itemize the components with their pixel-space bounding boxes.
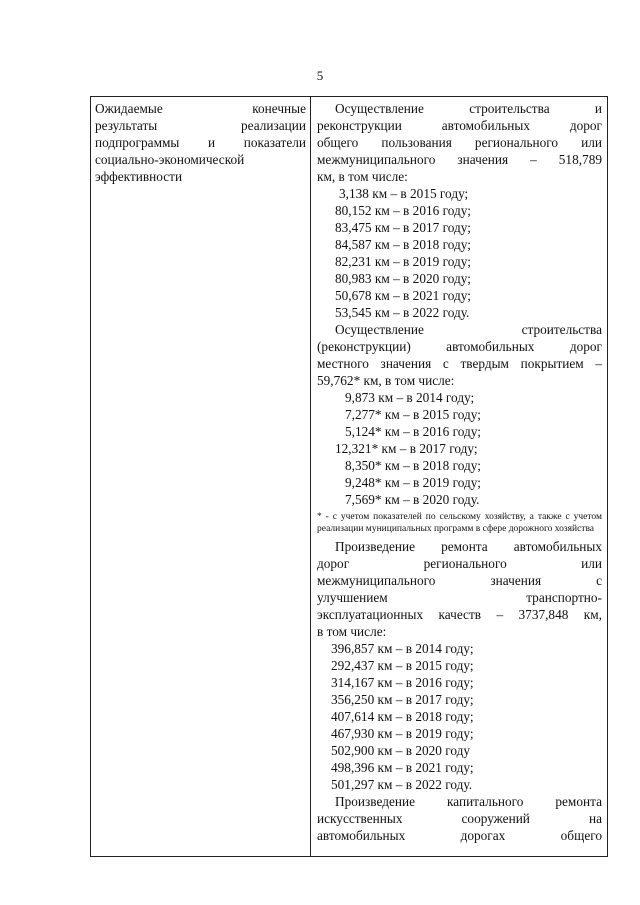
year-item: 82,231 км – в 2019 году; (335, 254, 471, 269)
year-item: 80,983 км – в 2020 году; (335, 271, 471, 286)
intro-line: реконструкции автомобильных дорог (317, 118, 602, 133)
year-item: 53,545 км – в 2022 году. (335, 305, 470, 320)
year-item: 12,321* км – в 2017 году; (335, 441, 478, 456)
left-cell (91, 97, 311, 856)
footnote: * - с учетом показателей по сельскому хозяйству, а также с учетом реализации муниципальных программ в сфере дорожного хозяйства (317, 512, 602, 534)
year-item: 83,475 км – в 2017 году; (335, 220, 471, 235)
year-item: 3,138 км – в 2015 году; (339, 186, 469, 201)
year-item: 502,900 км – в 2020 году (331, 743, 471, 758)
page-number: 5 (316, 68, 324, 83)
intro-line: Осуществление строительства (335, 322, 602, 337)
capital-repair-block (317, 793, 602, 844)
intro-line: в том числе: (317, 624, 387, 639)
intro-line: дорог регионального или (317, 556, 602, 571)
right-cell-text (311, 97, 607, 844)
year-item: 50,678 км – в 2021 году; (335, 288, 471, 303)
left-cell-text (91, 97, 310, 185)
year-item: 9,873 км – в 2014 году; (345, 390, 475, 405)
intro-line: искусственных сооружений на (317, 811, 602, 826)
left-line: эффективности (95, 169, 183, 184)
year-item: 501,297 км – в 2022 году. (331, 777, 473, 792)
intro-line: местного значения с твердым покрытием – (317, 356, 602, 371)
intro-line: 59,762* км, в том числе: (317, 373, 455, 388)
right-cell (311, 97, 607, 856)
intro-line: автомобильных дорогах общего (317, 828, 602, 843)
results-table (90, 96, 608, 857)
intro-line: Произведение ремонта автомобильных (335, 539, 602, 554)
year-item: 467,930 км – в 2019 году; (331, 726, 474, 741)
intro-line: межмуниципального значения – 518,789 (317, 152, 602, 167)
left-line: социально-экономической (95, 152, 245, 167)
intro-line: улучшением транспортно- (317, 590, 602, 605)
year-item: 407,614 км – в 2018 году; (331, 709, 474, 724)
construction-regional-block (317, 100, 602, 321)
intro-line: межмуниципального значения с (317, 573, 602, 588)
intro-line: общего пользования регионального или (317, 135, 602, 150)
year-item: 498,396 км – в 2021 году; (331, 760, 474, 775)
left-line: Ожидаемые конечные (95, 101, 306, 116)
left-line: подпрограммы и показатели (95, 135, 306, 150)
year-item: 396,857 км – в 2014 году; (331, 641, 474, 656)
year-item: 9,248* км – в 2019 году; (345, 475, 481, 490)
left-line: результаты реализации (95, 118, 306, 133)
construction-local-block (317, 321, 602, 535)
year-item: 84,587 км – в 2018 году; (335, 237, 471, 252)
repair-regional-block (317, 538, 602, 793)
intro-line: эксплуатационных качеств – 3737,848 км, (317, 607, 602, 622)
intro-line: Произведение капитального ремонта (335, 794, 602, 809)
intro-line: (реконструкции) автомобильных дорог (317, 339, 602, 354)
intro-line: км, в том числе: (317, 169, 408, 184)
year-item: 80,152 км – в 2016 году; (335, 203, 471, 218)
year-item: 314,167 км – в 2016 году; (331, 675, 474, 690)
year-item: 356,250 км – в 2017 году; (331, 692, 474, 707)
year-item: 8,350* км – в 2018 году; (345, 458, 481, 473)
year-item: 7,277* км – в 2015 году; (345, 407, 481, 422)
year-item: 292,437 км – в 2015 году; (331, 658, 474, 673)
year-item: 5,124* км – в 2016 году; (345, 424, 481, 439)
intro-line: Осуществление строительства и (335, 101, 602, 116)
year-item: 7,569* км – в 2020 году. (345, 492, 480, 507)
